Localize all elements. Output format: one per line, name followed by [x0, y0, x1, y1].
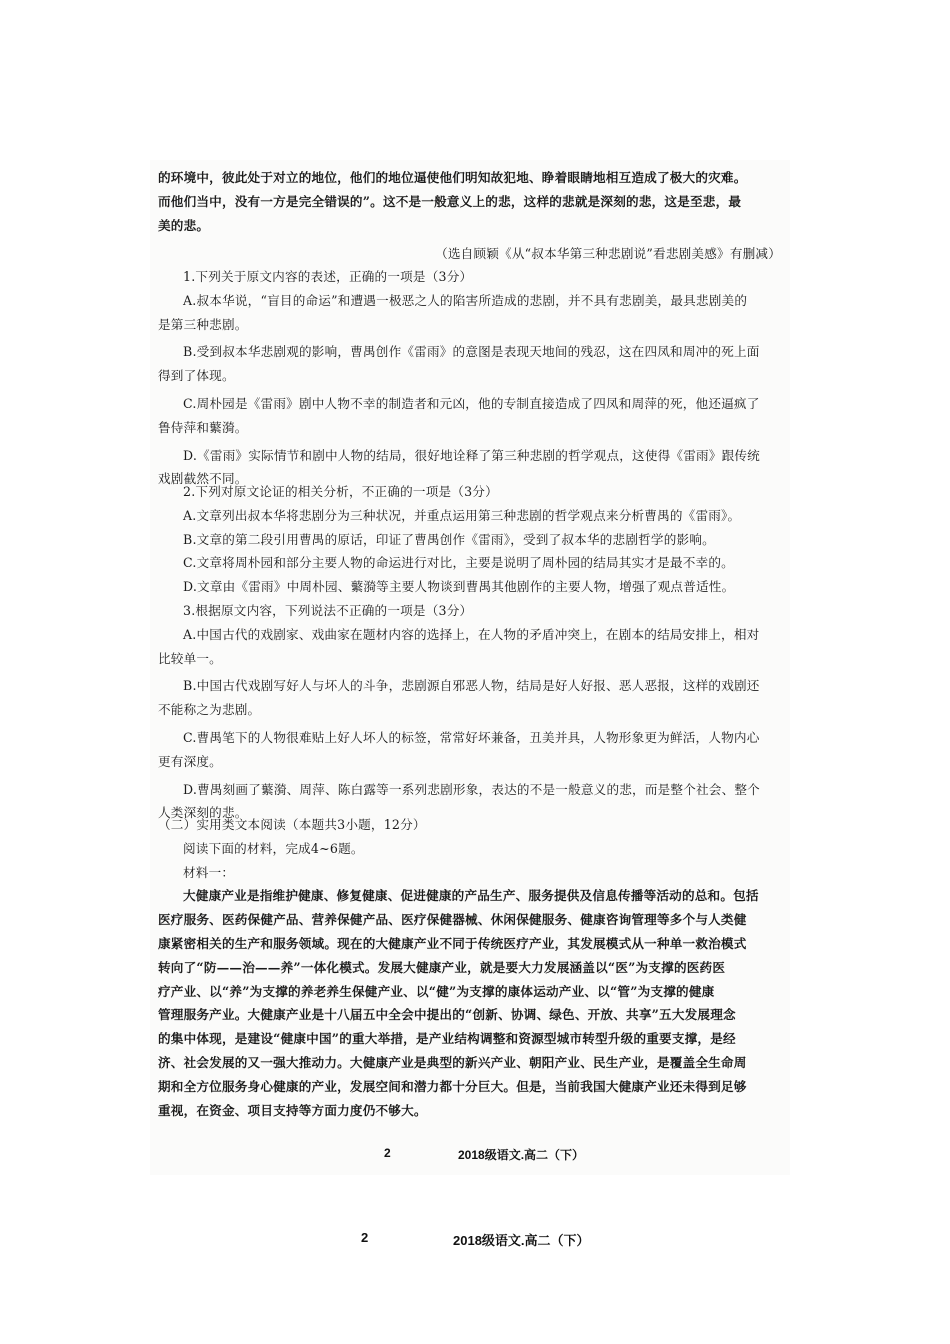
section-heading: （二）实用类文本阅读（本题共3小题，12分） [158, 817, 426, 832]
material-line: 转向了“防——治——养”一体化模式。发展大健康产业，就是要大力发展涵盖以“医”为支撑的医药医 [158, 959, 726, 975]
material-line: 康紧密相关的生产和服务领域。现在的大健康产业不同于传统医疗产业，其发展模式从一种单一救治模式 [158, 935, 747, 951]
option-a: A.叔本华说，“盲目的命运”和遭遇一极恶之人的陷害所造成的悲剧，并不具有悲剧美，最具悲剧美的 [183, 292, 748, 308]
material-line: 的集中体现，是建设“健康中国”的重大举措，是产业结构调整和资源型城市转型升级的重要支撑，是经 [158, 1031, 736, 1047]
question-stem: 2.下列对原文论证的相关分析，不正确的一项是（3分） [183, 484, 498, 499]
option-d: D.曹禺刻画了蘩漪、周萍、陈白露等一系列悲剧形象，表达的不是一般意义的悲，而是整个社会、整个 [183, 781, 760, 797]
passage-line: 的环境中，彼此处于对立的地位，他们的地位逼使他们明知故犯地、睁着眼睛地相互造成了极大的灾难。 [158, 170, 747, 185]
passage-end [158, 166, 783, 237]
option-b-cont: 不能称之为悲剧。 [158, 702, 261, 718]
option-a: A.中国古代的戏剧家、戏曲家在题材内容的选择上，在人物的矛盾冲突上，在剧本的结局安排上，相对 [183, 626, 760, 642]
option-c: C.周朴园是《雷雨》剧中人物不幸的制造者和元凶，他的专制直接造成了四凤和周萍的死，他还逼疯了 [183, 395, 760, 411]
material-line: 济、社会发展的又一强大推动力。大健康产业是典型的新兴产业、朝阳产业、民生产业，是覆盖全生命周 [158, 1054, 747, 1070]
passage-line: 美的悲。 [158, 217, 210, 233]
option-b: B.受到叔本华悲剧观的影响，曹禺创作《雷雨》的意图是表现天地间的残忍，这在四凤和周冲的死上面 [183, 344, 760, 360]
page-number: 2 [361, 1230, 369, 1245]
option-b: B.文章的第二段引用曹禺的原话，印证了曹禺创作《雷雨》，受到了叔本华的悲剧哲学的影响。 [183, 531, 715, 547]
option-a-cont: 比较单一。 [158, 650, 222, 666]
question-1 [158, 265, 783, 491]
section-2 [158, 813, 783, 1122]
question-3 [158, 599, 783, 825]
option-c: C.曹禺笔下的人物很难贴上好人坏人的标签，常常好坏兼备，丑美并具，人物形象更为鲜活，人物内心 [183, 729, 760, 745]
material-line: 重视，在资金、项目支持等方面力度仍不够大。 [158, 1102, 427, 1118]
option-b: B.中国古代戏剧写好人与坏人的斗争，悲剧源自邪恶人物，结局是好人好报、恶人恶报，这样的戏剧还 [183, 678, 760, 694]
source-citation: （选自顾颖《从“叔本华第三种悲剧说”看悲剧美感》有删减） [435, 246, 781, 261]
material-one-text [158, 884, 783, 1122]
option-a: A.文章列出叔本华将悲剧分为三种状况，并重点运用第三种悲剧的哲学观点来分析曹禺的《雷雨》。 [183, 507, 741, 523]
option-a-cont: 是第三种悲剧。 [158, 316, 248, 332]
option-d-cont: 戏剧截然不同。 [158, 471, 248, 487]
question-stem: 3.根据原文内容，下列说法不正确的一项是（3分） [183, 603, 473, 618]
option-b-cont: 得到了体现。 [158, 368, 235, 384]
scan-page-number: 2 [384, 1146, 391, 1160]
material-line: 疗产业、以“养”为支撑的养老养生保健产业、以“健”为支撑的康体运动产业、以“管”为支撑的健康 [158, 983, 715, 999]
option-c-cont: 更有深度。 [158, 753, 222, 769]
scan-footer-label: 2018级语文.高二（下） [458, 1148, 585, 1162]
option-c: C.文章将周朴园和部分主要人物的命运进行对比，主要是说明了周朴园的结局其实才是最不幸的。 [183, 555, 734, 571]
option-c-cont: 鲁侍萍和蘩漪。 [158, 419, 248, 435]
material-line: 大健康产业是指维护健康、修复健康、促进健康的产品生产、服务提供及信息传播等活动的总和。包括 [183, 888, 759, 904]
material-line: 管理服务产业。大健康产业是十八届五中全会中提出的“创新、协调、绿色、开放、共享”五大发展理念 [158, 1007, 736, 1023]
material-line: 期和全方位服务身心健康的产业，发展空间和潜力都十分巨大。但是，当前我国大健康产业还未得到足够 [158, 1078, 747, 1094]
passage-line: 而他们当中，没有一方是完全错误的”。这不是一般意义上的悲，这样的悲就是深刻的悲，这是至悲，最 [158, 193, 742, 209]
material-line: 医疗服务、医药保健产品、营养保健产品、医疗保健器械、休闲保健服务、健康咨询管理等多个与人类健 [158, 912, 747, 928]
section-instruction: 阅读下面的材料，完成4~6题。 [183, 840, 364, 856]
option-d: D.《雷雨》实际情节和剧中人物的结局，很好地诠释了第三种悲剧的哲学观点，这使得《雷雨》跟传统 [183, 447, 760, 463]
question-2 [158, 480, 783, 599]
material-label: 材料一： [183, 864, 235, 880]
option-d: D.文章由《雷雨》中周朴园、蘩漪等主要人物谈到曹禺其他剧作的主要人物，增强了观点普适性。 [183, 579, 735, 595]
footer-label: 2018级语文.高二（下） [453, 1233, 590, 1248]
option-d-cont: 人类深刻的悲。 [158, 805, 248, 821]
question-stem: 1.下列关于原文内容的表述，正确的一项是（3分） [183, 269, 473, 284]
